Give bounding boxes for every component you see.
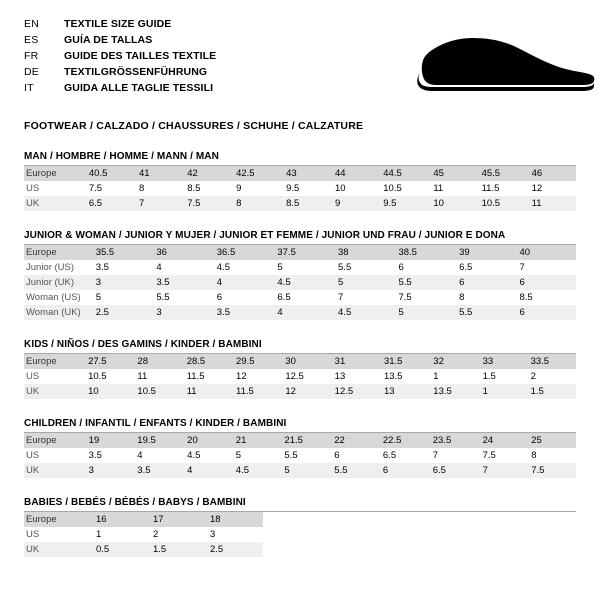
- size-cell: 5.5: [338, 262, 352, 273]
- row-label: US: [26, 183, 40, 194]
- size-cell: 27.5: [84, 354, 133, 369]
- table-row: [24, 433, 576, 448]
- size-cell: 1.5: [527, 384, 576, 399]
- size-cell: 5: [235, 450, 242, 461]
- table-row: [24, 181, 576, 196]
- size-cell: 36.5: [213, 245, 274, 260]
- size-cell: 6.5: [277, 292, 291, 303]
- size-cell: 5.5: [284, 450, 298, 461]
- size-cell: 6.5: [382, 450, 397, 461]
- size-table-babies: [24, 512, 263, 557]
- row-label: UK: [24, 542, 92, 557]
- size-cell: 11.5: [186, 371, 205, 382]
- size-cell: 21.5: [280, 433, 330, 448]
- size-cell: 12.5: [285, 371, 304, 382]
- size-cell: 6: [334, 450, 340, 461]
- size-cell: 8: [232, 196, 282, 211]
- size-cell: 19: [85, 433, 134, 448]
- table-row: [24, 196, 576, 211]
- size-cell: 7: [479, 463, 528, 478]
- size-cell: 3.5: [213, 305, 274, 320]
- table-row: [24, 245, 576, 260]
- size-cell: 3: [85, 463, 134, 478]
- group-title: CHILDREN / INFANTIL / ENFANTS / KINDER / BAMBINI: [24, 418, 576, 433]
- size-cell: 12: [531, 183, 543, 194]
- size-cell: 3: [152, 305, 212, 320]
- size-cell: 6.5: [429, 463, 479, 478]
- row-label: Woman (UK): [24, 305, 92, 320]
- size-cell: 5: [280, 463, 330, 478]
- size-cell: 20: [183, 433, 232, 448]
- language-title: GUIDE DES TAILLES TEXTILE: [64, 50, 217, 62]
- table-row: [24, 384, 576, 399]
- size-cell: 37.5: [273, 245, 334, 260]
- size-cell: 3.5: [88, 450, 102, 461]
- size-cell: 4: [137, 450, 143, 461]
- size-cell: 17: [149, 512, 206, 527]
- table-row: [24, 290, 576, 305]
- size-cell: 30: [281, 354, 330, 369]
- size-cell: 11: [137, 371, 148, 382]
- size-cell: 44: [331, 166, 379, 181]
- size-cell: 9: [331, 196, 379, 211]
- language-row: [24, 50, 216, 66]
- size-cell: 10.5: [88, 371, 107, 382]
- size-cell: 1: [96, 529, 102, 540]
- language-title-list: [24, 18, 216, 98]
- size-cell: 4: [183, 463, 232, 478]
- size-cell: 3: [92, 275, 153, 290]
- row-label: US: [26, 450, 40, 461]
- size-cell: 45: [429, 166, 477, 181]
- header: [24, 18, 576, 110]
- size-cell: 7: [338, 292, 344, 303]
- size-cell: 42: [183, 166, 232, 181]
- row-label: US: [26, 529, 40, 540]
- size-cell: 2: [530, 371, 536, 382]
- size-cell: 11: [528, 196, 576, 211]
- size-cell: 38: [334, 245, 394, 260]
- size-cell: 11.5: [481, 183, 500, 194]
- language-title: GUIDA ALLE TAGLIE TESSILI: [64, 82, 214, 94]
- size-cell: 10: [84, 384, 133, 399]
- table-row: [24, 260, 576, 275]
- language-title: TEXTILE SIZE GUIDE: [64, 18, 172, 30]
- size-cell: 13: [334, 371, 346, 382]
- size-cell: 45.5: [478, 166, 528, 181]
- size-cell: 7.5: [88, 183, 103, 194]
- size-cell: 31: [331, 354, 380, 369]
- group-title: BABIES / BEBÉS / BÉBÉS / BABYS / BAMBINI: [24, 497, 576, 512]
- language-code: ES: [24, 34, 39, 46]
- size-cell: 11: [433, 183, 444, 194]
- size-cell: 6.5: [459, 262, 473, 273]
- language-code: IT: [24, 82, 34, 94]
- group-title: MAN / HOMBRE / HOMME / MANN / MAN: [24, 151, 576, 166]
- size-group-man: [24, 151, 576, 211]
- size-cell: 10: [334, 183, 346, 194]
- size-cell: 5: [394, 305, 455, 320]
- table-row: [24, 512, 263, 527]
- size-cell: 32: [429, 354, 478, 369]
- size-cell: 0.5: [92, 542, 149, 557]
- size-cell: 8: [531, 450, 537, 461]
- size-cell: 10.5: [133, 384, 182, 399]
- row-label: UK: [24, 196, 85, 211]
- size-cell: 9.5: [379, 196, 429, 211]
- size-cell: 5: [95, 292, 102, 303]
- language-code: FR: [24, 50, 39, 62]
- size-cell: 40.5: [85, 166, 135, 181]
- size-group-kids: [24, 339, 576, 399]
- size-cell: 3.5: [133, 463, 183, 478]
- size-cell: 24: [479, 433, 528, 448]
- language-row: [24, 82, 216, 98]
- language-row: [24, 34, 216, 50]
- size-cell: 1.5: [149, 542, 206, 557]
- size-cell: 28: [133, 354, 182, 369]
- size-cell: 22: [330, 433, 379, 448]
- size-cell: 7: [432, 450, 439, 461]
- size-cell: 5: [334, 275, 394, 290]
- size-group-babies: [24, 497, 576, 557]
- size-cell: 23.5: [429, 433, 479, 448]
- size-cell: 2.5: [206, 542, 263, 557]
- size-cell: 43: [282, 166, 331, 181]
- size-cell: 8.5: [282, 196, 331, 211]
- size-cell: 4.5: [216, 262, 230, 273]
- size-cell: 1: [433, 371, 439, 382]
- size-table-kids: [24, 354, 576, 399]
- language-row: [24, 66, 216, 82]
- size-cell: 6: [515, 305, 576, 320]
- size-cell: 6: [515, 275, 576, 290]
- size-cell: 22.5: [379, 433, 429, 448]
- size-cell: 2.5: [92, 305, 153, 320]
- size-cell: 13.5: [383, 371, 403, 382]
- size-cell: 7: [519, 262, 525, 273]
- size-cell: 33: [479, 354, 527, 369]
- size-cell: 46: [528, 166, 576, 181]
- size-cell: 35.5: [92, 245, 153, 260]
- row-label: Europe: [24, 433, 85, 448]
- size-cell: 31.5: [380, 354, 429, 369]
- size-cell: 10.5: [478, 196, 528, 211]
- size-cell: 1: [479, 384, 527, 399]
- size-cell: 33.5: [527, 354, 576, 369]
- table-row: [24, 542, 263, 557]
- size-cell: 8.5: [187, 183, 201, 194]
- size-cell: 28.5: [183, 354, 232, 369]
- row-label: Junior (UK): [24, 275, 92, 290]
- table-row: [24, 527, 263, 542]
- size-cell: 2: [153, 529, 159, 540]
- size-cell: 21: [232, 433, 281, 448]
- size-cell: 12: [281, 384, 330, 399]
- size-table-children: [24, 433, 576, 478]
- size-cell: 12.5: [331, 384, 380, 399]
- size-cell: 13: [380, 384, 429, 399]
- row-label: Woman (US): [26, 292, 81, 303]
- dress-shoe-icon: [396, 28, 596, 102]
- size-cell: 44.5: [379, 166, 429, 181]
- size-table-junior-woman: [24, 245, 576, 320]
- language-title: GUÍA DE TALLAS: [64, 34, 153, 46]
- size-cell: 7.5: [482, 450, 496, 461]
- table-row: [24, 463, 576, 478]
- size-table-man: [24, 166, 576, 211]
- size-cell: 6: [455, 275, 515, 290]
- size-cell: 7.5: [398, 292, 412, 303]
- size-cell: 7.5: [527, 463, 576, 478]
- size-cell: 3.5: [95, 262, 109, 273]
- size-cell: 7: [135, 196, 183, 211]
- row-label: Europe: [24, 166, 85, 181]
- size-cell: 5.5: [330, 463, 379, 478]
- size-cell: 18: [206, 512, 263, 527]
- size-cell: 1.5: [482, 371, 496, 382]
- size-cell: 25: [527, 433, 576, 448]
- size-cell: 6: [216, 292, 223, 303]
- row-label: US: [26, 371, 40, 382]
- size-cell: 4: [213, 275, 274, 290]
- size-cell: 4: [273, 305, 334, 320]
- size-cell: 8: [459, 292, 465, 303]
- language-row: [24, 18, 216, 34]
- row-label: UK: [24, 384, 84, 399]
- size-cell: 10.5: [383, 183, 402, 194]
- size-cell: 3.5: [152, 275, 212, 290]
- size-cell: 6: [398, 262, 404, 273]
- size-cell: 39: [455, 245, 515, 260]
- size-cell: 6: [379, 463, 429, 478]
- size-cell: 4.5: [273, 275, 334, 290]
- size-group-children: [24, 418, 576, 478]
- size-cell: 8.5: [519, 292, 533, 303]
- group-title: KIDS / NIÑOS / DES GAMINS / KINDER / BAMBINI: [24, 339, 576, 354]
- size-cell: 13.5: [429, 384, 478, 399]
- size-cell: 4.5: [187, 450, 201, 461]
- size-cell: 11: [183, 384, 232, 399]
- size-cell: 4.5: [232, 463, 281, 478]
- size-cell: 5.5: [156, 292, 170, 303]
- size-cell: 10: [429, 196, 477, 211]
- row-label: Europe: [24, 354, 84, 369]
- table-row: [24, 369, 576, 384]
- size-cell: 19.5: [133, 433, 183, 448]
- size-cell: 9.5: [286, 183, 300, 194]
- category-title: FOOTWEAR / CALZADO / CHAUSSURES / SCHUHE / CALZATURE: [24, 120, 364, 132]
- size-cell: 12: [236, 371, 247, 382]
- size-cell: 5.5: [394, 275, 455, 290]
- size-cell: 16: [92, 512, 149, 527]
- size-cell: 4: [156, 262, 162, 273]
- size-group-junior-woman: [24, 230, 576, 320]
- row-label: UK: [24, 463, 85, 478]
- size-cell: 5: [277, 262, 283, 273]
- table-row: [24, 305, 576, 320]
- table-row: [24, 166, 576, 181]
- row-label: Europe: [24, 512, 92, 527]
- size-cell: 36: [152, 245, 212, 260]
- row-label: Junior (US): [26, 262, 75, 273]
- group-title: JUNIOR & WOMAN / JUNIOR Y MUJER / JUNIOR ET FEMME / JUNIOR UND FRAU / JUNIOR E DONA: [24, 230, 576, 245]
- size-cell: 4.5: [334, 305, 394, 320]
- table-row: [24, 448, 576, 463]
- size-cell: 40: [515, 245, 576, 260]
- table-row: [24, 275, 576, 290]
- language-title: TEXTILGRÖSSENFÜHRUNG: [64, 66, 208, 78]
- size-cell: 5.5: [455, 305, 515, 320]
- size-cell: 9: [236, 183, 242, 194]
- size-cell: 38.5: [394, 245, 455, 260]
- size-cell: 11.5: [232, 384, 281, 399]
- size-cell: 6.5: [85, 196, 135, 211]
- size-cell: 29.5: [232, 354, 281, 369]
- size-cell: 8: [138, 183, 145, 194]
- size-cell: 7.5: [183, 196, 232, 211]
- size-cell: 3: [210, 529, 216, 540]
- row-label: Europe: [24, 245, 92, 260]
- size-cell: 41: [135, 166, 183, 181]
- language-code: DE: [24, 66, 39, 78]
- size-cell: 42.5: [232, 166, 282, 181]
- table-row: [24, 354, 576, 369]
- language-code: EN: [24, 18, 39, 30]
